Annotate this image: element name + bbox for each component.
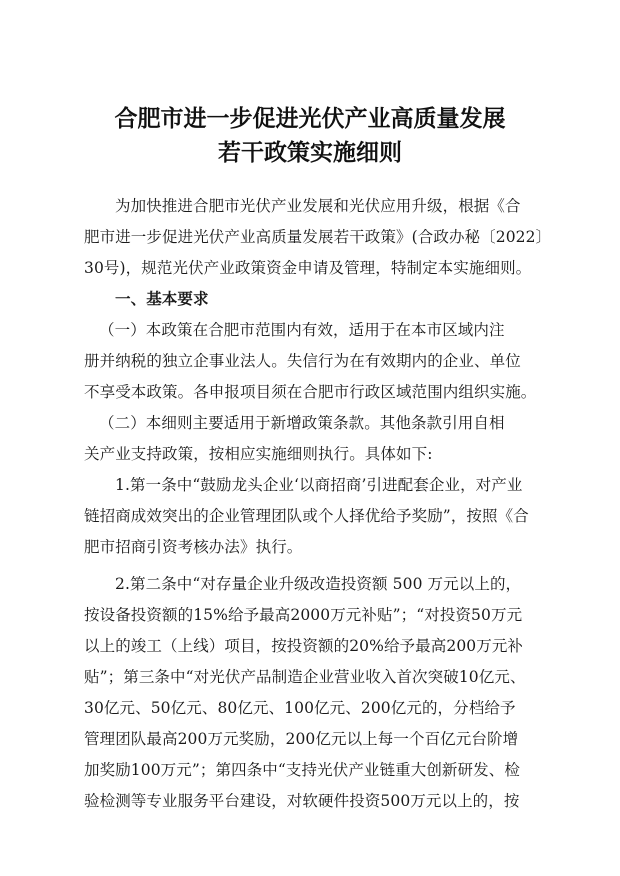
intro-paragraph xyxy=(84,191,554,284)
text-line: 30号)，规范光伏产业政策资金申请及管理，特制定本实施细则。 xyxy=(84,259,532,277)
list-item-1 xyxy=(84,470,554,563)
document-title-line-2: 若干政策实施细则 xyxy=(218,139,402,166)
text-line: 30亿元、50亿元、80亿元、100亿元、200亿元的，分档给予 xyxy=(84,699,516,717)
text-line: （二）本细则主要适用于新增政策条款。其他条款引用自相 xyxy=(99,414,505,432)
text-line: 为加快推进合肥市光伏产业发展和光伏应用升级，根据《合 xyxy=(115,197,521,215)
text-line: 关产业支持政策，按相应实施细则执行。具体如下: xyxy=(84,445,433,463)
text-line: 按设备投资额的15%给予最高2000万元补贴”；“对投资50万元 xyxy=(84,606,523,624)
paragraph-scope xyxy=(84,315,554,408)
text-line: 链招商成效突出的企业管理团队或个人择优给予奖励”，按照《合 xyxy=(84,507,529,525)
text-line: 2.第二条中“对存量企业升级改造投资额 500 万元以上的， xyxy=(115,575,522,593)
list-item-2 xyxy=(84,569,554,817)
text-line: 验检测等专业服务平台建设，对软硬件投资500万元以上的，按 xyxy=(84,792,520,810)
text-line: 1.第一条中“鼓励龙头企业‘以商招商’引进配套企业，对产业 xyxy=(115,476,523,494)
text-line: 肥市进一步促进光伏产业高质量发展若干政策》(合政办秘〔2022〕 xyxy=(84,228,552,246)
text-line: 肥市招商引资考核办法》执行。 xyxy=(84,538,303,556)
text-line: 加奖励100万元”；第四条中“支持光伏产业链重大创新研发、检 xyxy=(84,761,520,779)
section-heading: 一、基本要求 xyxy=(115,290,209,308)
text-line: 不享受本政策。各申报项目须在合肥市行政区域范围内组织实施。 xyxy=(84,383,537,401)
text-line: 以上的竣工（上线）项目，按投资额的20%给予最高200万元补 xyxy=(84,637,524,655)
paragraph-applicability xyxy=(84,408,554,470)
text-line: 贴”；第三条中“对光伏产品制造企业营业收入首次突破10亿元、 xyxy=(84,668,526,686)
text-line: 管理团队最高200万元奖励，200亿元以上每一个百亿元台阶增 xyxy=(84,730,519,748)
document-title-line-1: 合肥市进一步促进光伏产业高质量发展 xyxy=(114,105,506,132)
document-body xyxy=(84,191,554,817)
text-line: 册并纳税的独立企事业法人。失信行为在有效期内的企业、单位 xyxy=(84,352,521,370)
text-line: （一）本政策在合肥市范围内有效，适用于在本市区域内注 xyxy=(99,321,505,339)
